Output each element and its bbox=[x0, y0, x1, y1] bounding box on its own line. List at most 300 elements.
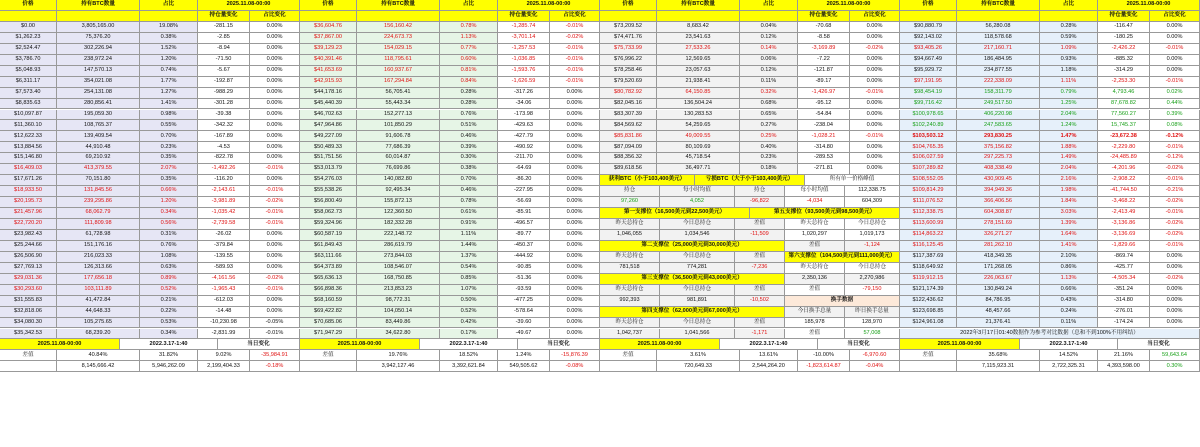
change-cell: -2,143.61 bbox=[198, 186, 250, 197]
price-cell: $66,898.36 bbox=[300, 285, 357, 296]
panel-cell: 持仓 bbox=[735, 186, 785, 197]
table-row bbox=[300, 329, 600, 340]
col-header-pct: 占比 bbox=[440, 0, 498, 11]
col-header-pct-change: 占比变化 bbox=[850, 11, 900, 22]
sum-value-2: 2,722,325.31 bbox=[1040, 361, 1098, 372]
table-row bbox=[600, 66, 900, 77]
col-header-blank bbox=[900, 11, 957, 22]
pct-change-cell: 0.44% bbox=[1150, 99, 1200, 110]
change-cell: -70.68 bbox=[798, 22, 850, 33]
btc-cell: 217,160.71 bbox=[957, 44, 1040, 55]
pct-cell: 0.22% bbox=[140, 307, 198, 318]
change-cell: -1,426.97 bbox=[798, 88, 850, 99]
sum-pct-1: 35.68% bbox=[957, 350, 1040, 361]
sum-value-3: 4,393,598.00 bbox=[1098, 361, 1150, 372]
col-header-blank bbox=[140, 11, 198, 22]
sum-value-3: -1,823,614.87 bbox=[798, 361, 850, 372]
table-row bbox=[300, 142, 600, 153]
panel-cell: 今日总持仓 bbox=[660, 318, 735, 329]
table-row bbox=[900, 307, 1200, 318]
sum-label: 差值 bbox=[600, 350, 657, 361]
panel-cell: 第四支撑位（62,000美元到67,000美元） bbox=[600, 307, 785, 318]
change-cell: -211.70 bbox=[498, 153, 550, 164]
btc-cell: 68,239.20 bbox=[57, 329, 140, 340]
panel-cell: 今日总持仓 bbox=[845, 219, 900, 230]
pct-cell: 0.11% bbox=[740, 77, 798, 88]
change-cell: -85.91 bbox=[498, 208, 550, 219]
btc-cell: 70,151.80 bbox=[57, 175, 140, 186]
price-cell: $73,209.52 bbox=[600, 22, 657, 33]
pct-change-cell: -0.01% bbox=[1150, 44, 1200, 55]
change-cell: -885.32 bbox=[1098, 55, 1150, 66]
btc-cell: 152,277.13 bbox=[357, 110, 440, 121]
pct-cell: 0.35% bbox=[140, 153, 198, 164]
col-header-price: 价格 bbox=[300, 0, 357, 11]
pct-cell: 19.08% bbox=[140, 22, 198, 33]
panel-cell: 4,052 bbox=[660, 197, 735, 208]
table-row bbox=[0, 175, 300, 186]
pct-cell: 1.20% bbox=[140, 55, 198, 66]
table-row bbox=[0, 219, 300, 230]
table-row bbox=[0, 120, 300, 131]
btc-cell: 281,262.10 bbox=[957, 241, 1040, 252]
price-cell: $2,524.47 bbox=[0, 44, 57, 55]
price-cell: $56,800.49 bbox=[300, 197, 357, 208]
change-cell: -578.64 bbox=[498, 307, 550, 318]
table-row bbox=[600, 99, 900, 110]
sum-date: 2025.11.08-00:00 bbox=[900, 339, 1020, 350]
pct-cell: 0.78% bbox=[440, 197, 498, 208]
price-cell: $11,360.10 bbox=[0, 120, 57, 131]
table-row bbox=[600, 230, 900, 241]
btc-cell: 286,619.79 bbox=[357, 241, 440, 252]
pct-cell: 0.46% bbox=[440, 131, 498, 142]
price-cell: $21,457.96 bbox=[0, 208, 57, 219]
price-cell: $89,618.56 bbox=[600, 164, 657, 175]
panel-cell: 昨天总持仓 bbox=[600, 285, 660, 296]
price-cell: $112,338.75 bbox=[900, 208, 957, 219]
btc-cell: 156,160.42 bbox=[357, 22, 440, 33]
pct-cell: 1.37% bbox=[440, 252, 498, 263]
table-row bbox=[300, 241, 600, 252]
table-row bbox=[900, 186, 1200, 197]
pct-change-cell: -0.01% bbox=[850, 88, 900, 99]
btc-cell: 273,844.03 bbox=[357, 252, 440, 263]
btc-cell: 222,338.09 bbox=[957, 77, 1040, 88]
btc-cell: 8,683.42 bbox=[657, 22, 740, 33]
sum-pct-2: 31.82% bbox=[140, 350, 198, 361]
btc-cell: 167,294.84 bbox=[357, 77, 440, 88]
sum-change: -6,970.60 bbox=[850, 350, 900, 361]
pct-cell: 1.27% bbox=[140, 88, 198, 99]
pct-cell: 0.23% bbox=[140, 142, 198, 153]
col-header-blank bbox=[740, 11, 798, 22]
table-row bbox=[600, 296, 900, 307]
sum-value-2: 5,946,262.09 bbox=[140, 361, 198, 372]
change-cell: -8.58 bbox=[798, 33, 850, 44]
btc-cell: 234,877.55 bbox=[957, 66, 1040, 77]
pct-cell: 0.51% bbox=[440, 120, 498, 131]
pct-change-cell: 0.00% bbox=[550, 88, 600, 99]
btc-cell: 23,541.63 bbox=[657, 33, 740, 44]
pct-cell: 0.30% bbox=[440, 153, 498, 164]
pct-cell: 1.84% bbox=[1040, 197, 1098, 208]
change-cell: -39.38 bbox=[198, 110, 250, 121]
pct-cell: 0.38% bbox=[140, 33, 198, 44]
pct-cell: 0.06% bbox=[740, 55, 798, 66]
col-header-change: 持仓量变化 bbox=[498, 11, 550, 22]
btc-cell: 60,014.87 bbox=[357, 153, 440, 164]
btc-cell: 140,082.80 bbox=[357, 175, 440, 186]
btc-cell: 326,271.27 bbox=[957, 230, 1040, 241]
panel-cell: 今日总持仓 bbox=[660, 285, 735, 296]
change-cell: -1,285.74 bbox=[498, 22, 550, 33]
pct-cell: 0.59% bbox=[1040, 33, 1098, 44]
col-header-blank bbox=[440, 11, 498, 22]
change-cell: -5.67 bbox=[198, 66, 250, 77]
btc-cell: 280,856.41 bbox=[57, 99, 140, 110]
change-cell: -450.37 bbox=[498, 241, 550, 252]
table-row bbox=[300, 175, 600, 186]
panel-cell: 781,518 bbox=[600, 263, 660, 274]
panel-cell: 第六支撑位（104,500美元到111,000美元） bbox=[785, 252, 900, 263]
sum-pct-2: 14.52% bbox=[1040, 350, 1098, 361]
table-row bbox=[0, 339, 300, 350]
panel-cell: 今日换手总量 bbox=[785, 307, 845, 318]
table-row bbox=[600, 361, 900, 372]
panel-cell: 差值 bbox=[785, 329, 845, 340]
table-row bbox=[0, 296, 300, 307]
price-cell: $83,307.39 bbox=[600, 110, 657, 121]
btc-cell: 408,338.49 bbox=[957, 164, 1040, 175]
price-cell: $65,636.13 bbox=[300, 274, 357, 285]
table-row bbox=[600, 77, 900, 88]
pct-cell: 0.70% bbox=[440, 175, 498, 186]
change-cell: -34.06 bbox=[498, 99, 550, 110]
panel-cell: 57,008 bbox=[845, 329, 900, 340]
table-row bbox=[600, 164, 900, 175]
change-cell: -301.28 bbox=[198, 99, 250, 110]
table-row bbox=[600, 131, 900, 142]
panel-cell: 昨天总持仓 bbox=[785, 219, 845, 230]
pct-cell: 0.54% bbox=[440, 263, 498, 274]
change-cell: -167.89 bbox=[198, 131, 250, 142]
panel-cell: -11,509 bbox=[735, 230, 785, 241]
panel-cell: 第二支撑位（25,000美元到30,000美元） bbox=[600, 241, 785, 252]
sum-blank bbox=[900, 361, 957, 372]
change-cell: 15,745.37 bbox=[1098, 120, 1150, 131]
price-cell: $60,587.19 bbox=[300, 230, 357, 241]
price-cell: $6,311.17 bbox=[0, 77, 57, 88]
col-header-pct-change: 占比变化 bbox=[250, 11, 300, 22]
pct-change-cell: 0.00% bbox=[850, 110, 900, 121]
pct-cell: 0.52% bbox=[140, 285, 198, 296]
col-header-price: 价格 bbox=[900, 0, 957, 11]
price-cell: $78,258.46 bbox=[600, 66, 657, 77]
pct-change-cell: 0.00% bbox=[850, 55, 900, 66]
btc-cell: 21,376.41 bbox=[957, 318, 1040, 329]
change-cell: -1,626.59 bbox=[498, 77, 550, 88]
btc-cell: 41,472.84 bbox=[57, 296, 140, 307]
reference-note: 2022年3月17日01:40数据作为参考对比数据（总和不到100%不用纠结） bbox=[900, 329, 1200, 340]
panel-cell: 今日总持仓 bbox=[845, 263, 900, 274]
change-cell: -90.85 bbox=[498, 263, 550, 274]
table-row bbox=[0, 11, 300, 22]
btc-cell: 430,909.45 bbox=[957, 175, 1040, 186]
pct-change-cell: -0.01% bbox=[250, 164, 300, 175]
btc-cell: 160,937.67 bbox=[357, 66, 440, 77]
table-row bbox=[300, 186, 600, 197]
sum-day-change: 当日变化 bbox=[218, 339, 300, 350]
panel-cell: 604,309 bbox=[845, 197, 900, 208]
table-row bbox=[600, 33, 900, 44]
pct-change-cell: 0.00% bbox=[850, 33, 900, 44]
table-row bbox=[300, 318, 600, 329]
price-cell: $103,503.12 bbox=[900, 131, 957, 142]
pct-change-cell: 0.00% bbox=[550, 307, 600, 318]
pct-cell: 1.11% bbox=[1040, 77, 1098, 88]
change-cell: -4,201.96 bbox=[1098, 164, 1150, 175]
table-row bbox=[600, 329, 900, 340]
price-cell: $75,733.99 bbox=[600, 44, 657, 55]
table-row bbox=[0, 131, 300, 142]
table-row bbox=[300, 361, 600, 372]
pct-change-cell: 0.00% bbox=[550, 219, 600, 230]
change-cell: -490.92 bbox=[498, 142, 550, 153]
pct-change-cell: -0.01% bbox=[250, 186, 300, 197]
change-cell: -2.85 bbox=[198, 33, 250, 44]
table-row bbox=[900, 142, 1200, 153]
pct-change-cell: -0.01% bbox=[550, 22, 600, 33]
change-cell: -1,035.42 bbox=[198, 208, 250, 219]
btc-cell: 147,570.13 bbox=[57, 66, 140, 77]
pct-change-cell: -0.01% bbox=[250, 219, 300, 230]
price-cell: $68,160.59 bbox=[300, 296, 357, 307]
price-cell: $36,604.76 bbox=[300, 22, 357, 33]
pct-cell: 0.60% bbox=[440, 55, 498, 66]
pct-change-cell: 0.00% bbox=[850, 153, 900, 164]
sum-value-1: 3,942,127.46 bbox=[357, 361, 440, 372]
pct-cell: 1.13% bbox=[1040, 274, 1098, 285]
pct-cell: 0.42% bbox=[440, 318, 498, 329]
pct-change-cell: -0.01% bbox=[1150, 241, 1200, 252]
table-row bbox=[600, 285, 900, 296]
btc-cell: 126,313.66 bbox=[57, 263, 140, 274]
pct-cell: 0.28% bbox=[440, 99, 498, 110]
table-row bbox=[600, 263, 900, 274]
pct-cell: 1.44% bbox=[440, 241, 498, 252]
table-row bbox=[900, 274, 1200, 285]
panel-cell: 差值 bbox=[735, 219, 785, 230]
price-cell: $44,178.16 bbox=[300, 88, 357, 99]
change-cell: -317.26 bbox=[498, 88, 550, 99]
btc-cell: 77,686.39 bbox=[357, 142, 440, 153]
btc-cell: 604,308.87 bbox=[957, 208, 1040, 219]
price-cell: $114,863.22 bbox=[900, 230, 957, 241]
price-cell: $108,552.05 bbox=[900, 175, 957, 186]
btc-cell: 177,656.18 bbox=[57, 274, 140, 285]
price-cell: $29,031.36 bbox=[0, 274, 57, 285]
btc-cell: 91,606.78 bbox=[357, 131, 440, 142]
panel-cell: 亏损BTC（大于小于103,400美元） bbox=[695, 175, 805, 186]
pct-cell: 0.70% bbox=[140, 131, 198, 142]
sum-label: 差值 bbox=[900, 350, 957, 361]
price-cell: $25,244.66 bbox=[0, 241, 57, 252]
table-row bbox=[900, 339, 1200, 350]
pct-cell: 0.28% bbox=[440, 88, 498, 99]
panel-cell: 昨天总持仓 bbox=[600, 318, 660, 329]
table-row bbox=[300, 339, 600, 350]
table-row bbox=[300, 252, 600, 263]
change-cell: -427.79 bbox=[498, 131, 550, 142]
sum-pct-change: -0.04% bbox=[850, 361, 900, 372]
panel-cell: 差值 bbox=[735, 252, 785, 263]
btc-cell: 101,850.29 bbox=[357, 120, 440, 131]
change-cell: -379.84 bbox=[198, 241, 250, 252]
change-cell: -173.98 bbox=[498, 110, 550, 121]
pct-cell: 0.66% bbox=[1040, 285, 1098, 296]
pct-change-cell: 0.00% bbox=[550, 131, 600, 142]
table-row bbox=[900, 0, 1200, 11]
price-cell: $85,831.86 bbox=[600, 131, 657, 142]
change-cell: -4,161.56 bbox=[198, 274, 250, 285]
table-row bbox=[0, 77, 300, 88]
btc-cell: 54,259.65 bbox=[657, 120, 740, 131]
sum-ref: 2022.3.17-1:40 bbox=[120, 339, 218, 350]
btc-cell: 64,150.85 bbox=[657, 88, 740, 99]
change-cell: -24,485.89 bbox=[1098, 153, 1150, 164]
price-cell: $17,671.26 bbox=[0, 175, 57, 186]
change-cell: -1,829.66 bbox=[1098, 241, 1150, 252]
price-cell: $22,720.20 bbox=[0, 219, 57, 230]
btc-cell: 239,295.86 bbox=[57, 197, 140, 208]
btc-cell: 23,057.63 bbox=[657, 66, 740, 77]
pct-cell: 0.04% bbox=[740, 22, 798, 33]
price-cell: $116,125.45 bbox=[900, 241, 957, 252]
price-cell: $37,867.00 bbox=[300, 33, 357, 44]
btc-cell: 154,029.15 bbox=[357, 44, 440, 55]
change-cell: 4,793.46 bbox=[1098, 88, 1150, 99]
pct-cell: 0.39% bbox=[440, 142, 498, 153]
table-row bbox=[600, 318, 900, 329]
price-cell: $49,227.09 bbox=[300, 131, 357, 142]
sum-ref: 2022.3.17-1:40 bbox=[420, 339, 518, 350]
pct-cell: 0.32% bbox=[740, 88, 798, 99]
pct-change-cell: 0.00% bbox=[550, 241, 600, 252]
table-row bbox=[900, 230, 1200, 241]
change-cell: -822.78 bbox=[198, 153, 250, 164]
change-cell: -1,965.43 bbox=[198, 285, 250, 296]
pct-change-cell: 0.00% bbox=[550, 296, 600, 307]
table-row bbox=[0, 164, 300, 175]
sum-change: -35,984.91 bbox=[250, 350, 300, 361]
sum-value-3: 2,199,404.33 bbox=[198, 361, 250, 372]
sum-blank bbox=[0, 361, 57, 372]
panel-cell: 第一支撑位（16,500美元到22,500美元） bbox=[600, 208, 750, 219]
table-row bbox=[0, 186, 300, 197]
btc-cell: 278,151.69 bbox=[957, 219, 1040, 230]
table-row bbox=[0, 263, 300, 274]
pct-change-cell: 0.00% bbox=[850, 22, 900, 33]
btc-cell: 195,059.30 bbox=[57, 110, 140, 121]
pct-change-cell: -0.02% bbox=[1150, 274, 1200, 285]
table-row bbox=[900, 77, 1200, 88]
price-cell: $46,702.63 bbox=[300, 110, 357, 121]
btc-cell: 418,349.35 bbox=[957, 252, 1040, 263]
change-cell: -14.48 bbox=[198, 307, 250, 318]
change-cell: -4,505.34 bbox=[1098, 274, 1150, 285]
table-row bbox=[300, 230, 600, 241]
table-row bbox=[900, 318, 1200, 329]
change-cell: -2,739.58 bbox=[198, 219, 250, 230]
pct-change-cell: -0.01% bbox=[550, 44, 600, 55]
pct-change-cell: 0.00% bbox=[550, 175, 600, 186]
sum-date: 2025.11.08-00:00 bbox=[300, 339, 420, 350]
pct-change-cell: 0.00% bbox=[1150, 318, 1200, 329]
sum-pct-change: -0.18% bbox=[250, 361, 300, 372]
btc-cell: 394,949.36 bbox=[957, 186, 1040, 197]
table-row bbox=[900, 252, 1200, 263]
btc-cell: 44,910.48 bbox=[57, 142, 140, 153]
pct-change-cell: -0.01% bbox=[1150, 208, 1200, 219]
change-cell: -56.69 bbox=[498, 197, 550, 208]
btc-cell: 122,360.50 bbox=[357, 208, 440, 219]
col-header-pct-change: 占比变化 bbox=[1150, 11, 1200, 22]
change-cell: -89.77 bbox=[498, 230, 550, 241]
change-cell: -289.53 bbox=[798, 153, 850, 164]
pct-change-cell: -0.02% bbox=[250, 197, 300, 208]
table-row bbox=[300, 88, 600, 99]
change-cell: -10,230.98 bbox=[198, 318, 250, 329]
btc-cell: 406,220.98 bbox=[957, 110, 1040, 121]
change-cell: -988.29 bbox=[198, 88, 250, 99]
pct-cell: 1.07% bbox=[440, 285, 498, 296]
table-row bbox=[900, 11, 1200, 22]
col-header-change: 持仓量变化 bbox=[798, 11, 850, 22]
change-cell: -314.29 bbox=[1098, 66, 1150, 77]
pct-change-cell: 0.00% bbox=[1150, 66, 1200, 77]
pct-cell: 1.18% bbox=[1040, 66, 1098, 77]
price-cell: $31,555.83 bbox=[0, 296, 57, 307]
price-cell: $12,622.33 bbox=[0, 131, 57, 142]
col-header-date: 2025.11.08-00:00 bbox=[798, 0, 900, 11]
col-header-pct: 占比 bbox=[740, 0, 798, 11]
col-header-btc: 持有BTC数量 bbox=[957, 0, 1040, 11]
price-cell: $93,405.26 bbox=[900, 44, 957, 55]
price-cell: $95,929.72 bbox=[900, 66, 957, 77]
btc-cell: 27,533.26 bbox=[657, 44, 740, 55]
price-cell: $117,387.69 bbox=[900, 252, 957, 263]
table-row bbox=[600, 142, 900, 153]
panel-cell: 昨天总持仓 bbox=[600, 252, 660, 263]
panel-cell: 2,350,136 bbox=[785, 274, 845, 285]
panel-cell: -96,822 bbox=[735, 197, 785, 208]
table-row bbox=[300, 77, 600, 88]
table-row bbox=[0, 99, 300, 110]
change-cell: -444.92 bbox=[498, 252, 550, 263]
change-cell: -496.57 bbox=[498, 219, 550, 230]
price-cell: $109,814.29 bbox=[900, 186, 957, 197]
price-cell: $79,520.69 bbox=[600, 77, 657, 88]
change-cell: -41,744.50 bbox=[1098, 186, 1150, 197]
col-header-btc: 持有BTC数量 bbox=[57, 0, 140, 11]
price-cell: $63,111.66 bbox=[300, 252, 357, 263]
btc-cell: 108,765.37 bbox=[57, 120, 140, 131]
sum-pct-3: 9.02% bbox=[198, 350, 250, 361]
change-cell: -1,036.85 bbox=[498, 55, 550, 66]
pct-cell: 1.41% bbox=[140, 99, 198, 110]
panel-cell: 第三支撑位（36,500美元到43,000美元） bbox=[600, 274, 785, 285]
